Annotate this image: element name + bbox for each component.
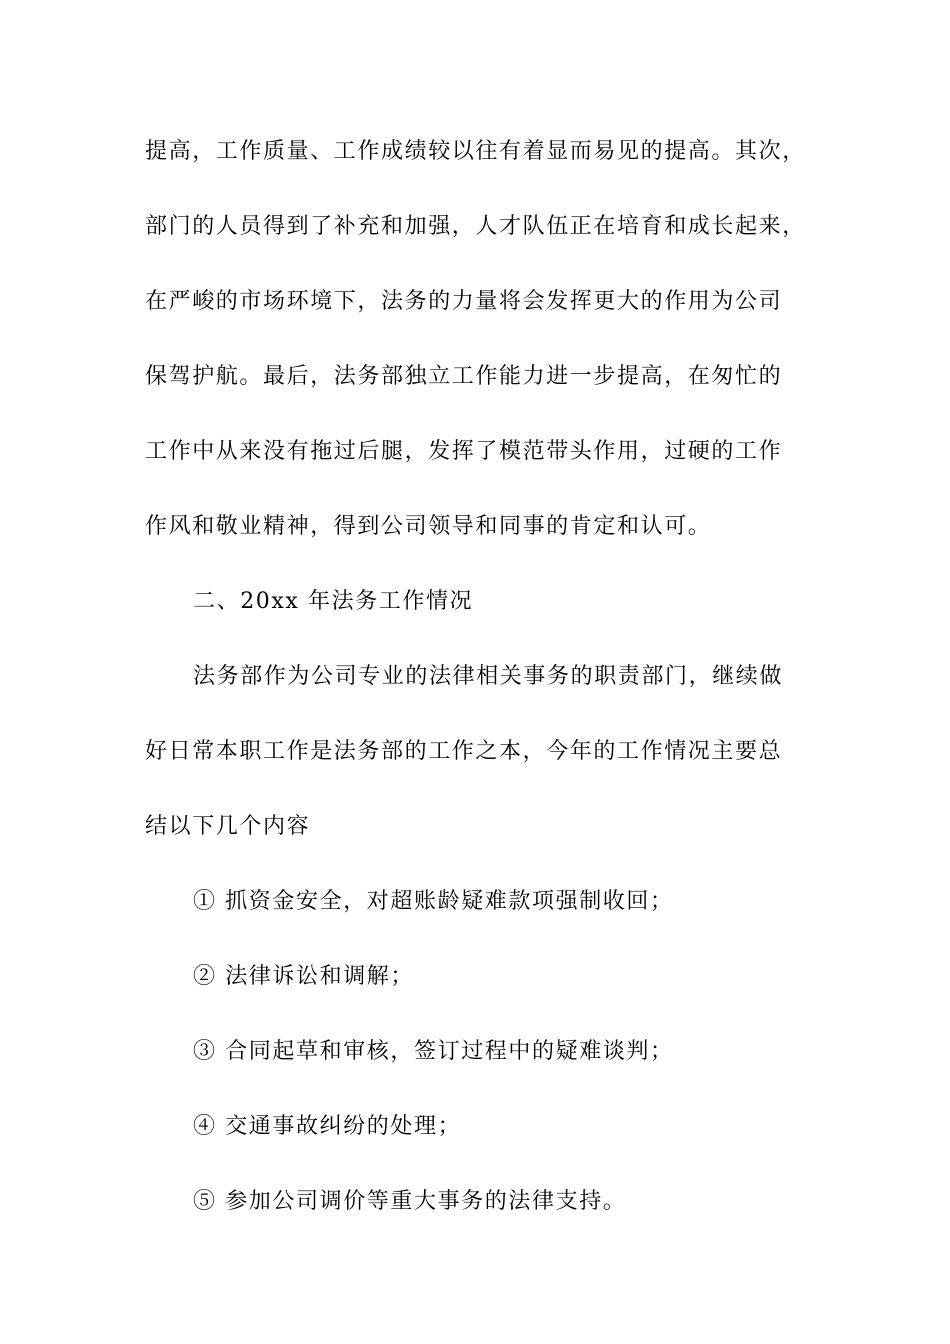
body-text-line: 保驾护航。最后，法务部独立工作能力进一步提高，在匆忙的 [145, 364, 783, 389]
list-item: ③ 合同起草和审核，签订过程中的疑难谈判； [193, 1039, 674, 1064]
list-item: ⑤ 参加公司调价等重大事务的法律支持。 [193, 1189, 627, 1214]
list-item: ② 法律诉讼和调解； [193, 964, 414, 989]
list-item: ① 抓资金安全，对超账龄疑难款项强制收回； [193, 889, 674, 914]
body-text-line: 在严峻的市场环境下，法务的力量将会发挥更大的作用为公司 [145, 289, 783, 314]
body-text-line: 法务部作为公司专业的法律相关事务的职责部门，继续做 [193, 664, 784, 689]
body-text-line: 结以下几个内容 [145, 814, 311, 839]
body-text-line: 好日常本职工作是法务部的工作之本，今年的工作情况主要总 [145, 739, 783, 764]
body-text-line: 提高，工作质量、工作成绩较以往有着显而易见的提高。其次， [145, 139, 806, 164]
body-text-line: 作风和敬业精神，得到公司领导和同事的肯定和认可。 [145, 514, 712, 539]
section-heading: 二、20xx 年法务工作情况 [193, 589, 474, 614]
body-text-line: 工作中从来没有拖过后腿，发挥了模范带头作用，过硬的工作 [145, 439, 783, 464]
list-item: ④ 交通事故纠纷的处理； [193, 1114, 462, 1139]
body-text-line: 部门的人员得到了补充和加强，人才队伍正在培育和成长起来， [145, 214, 806, 239]
